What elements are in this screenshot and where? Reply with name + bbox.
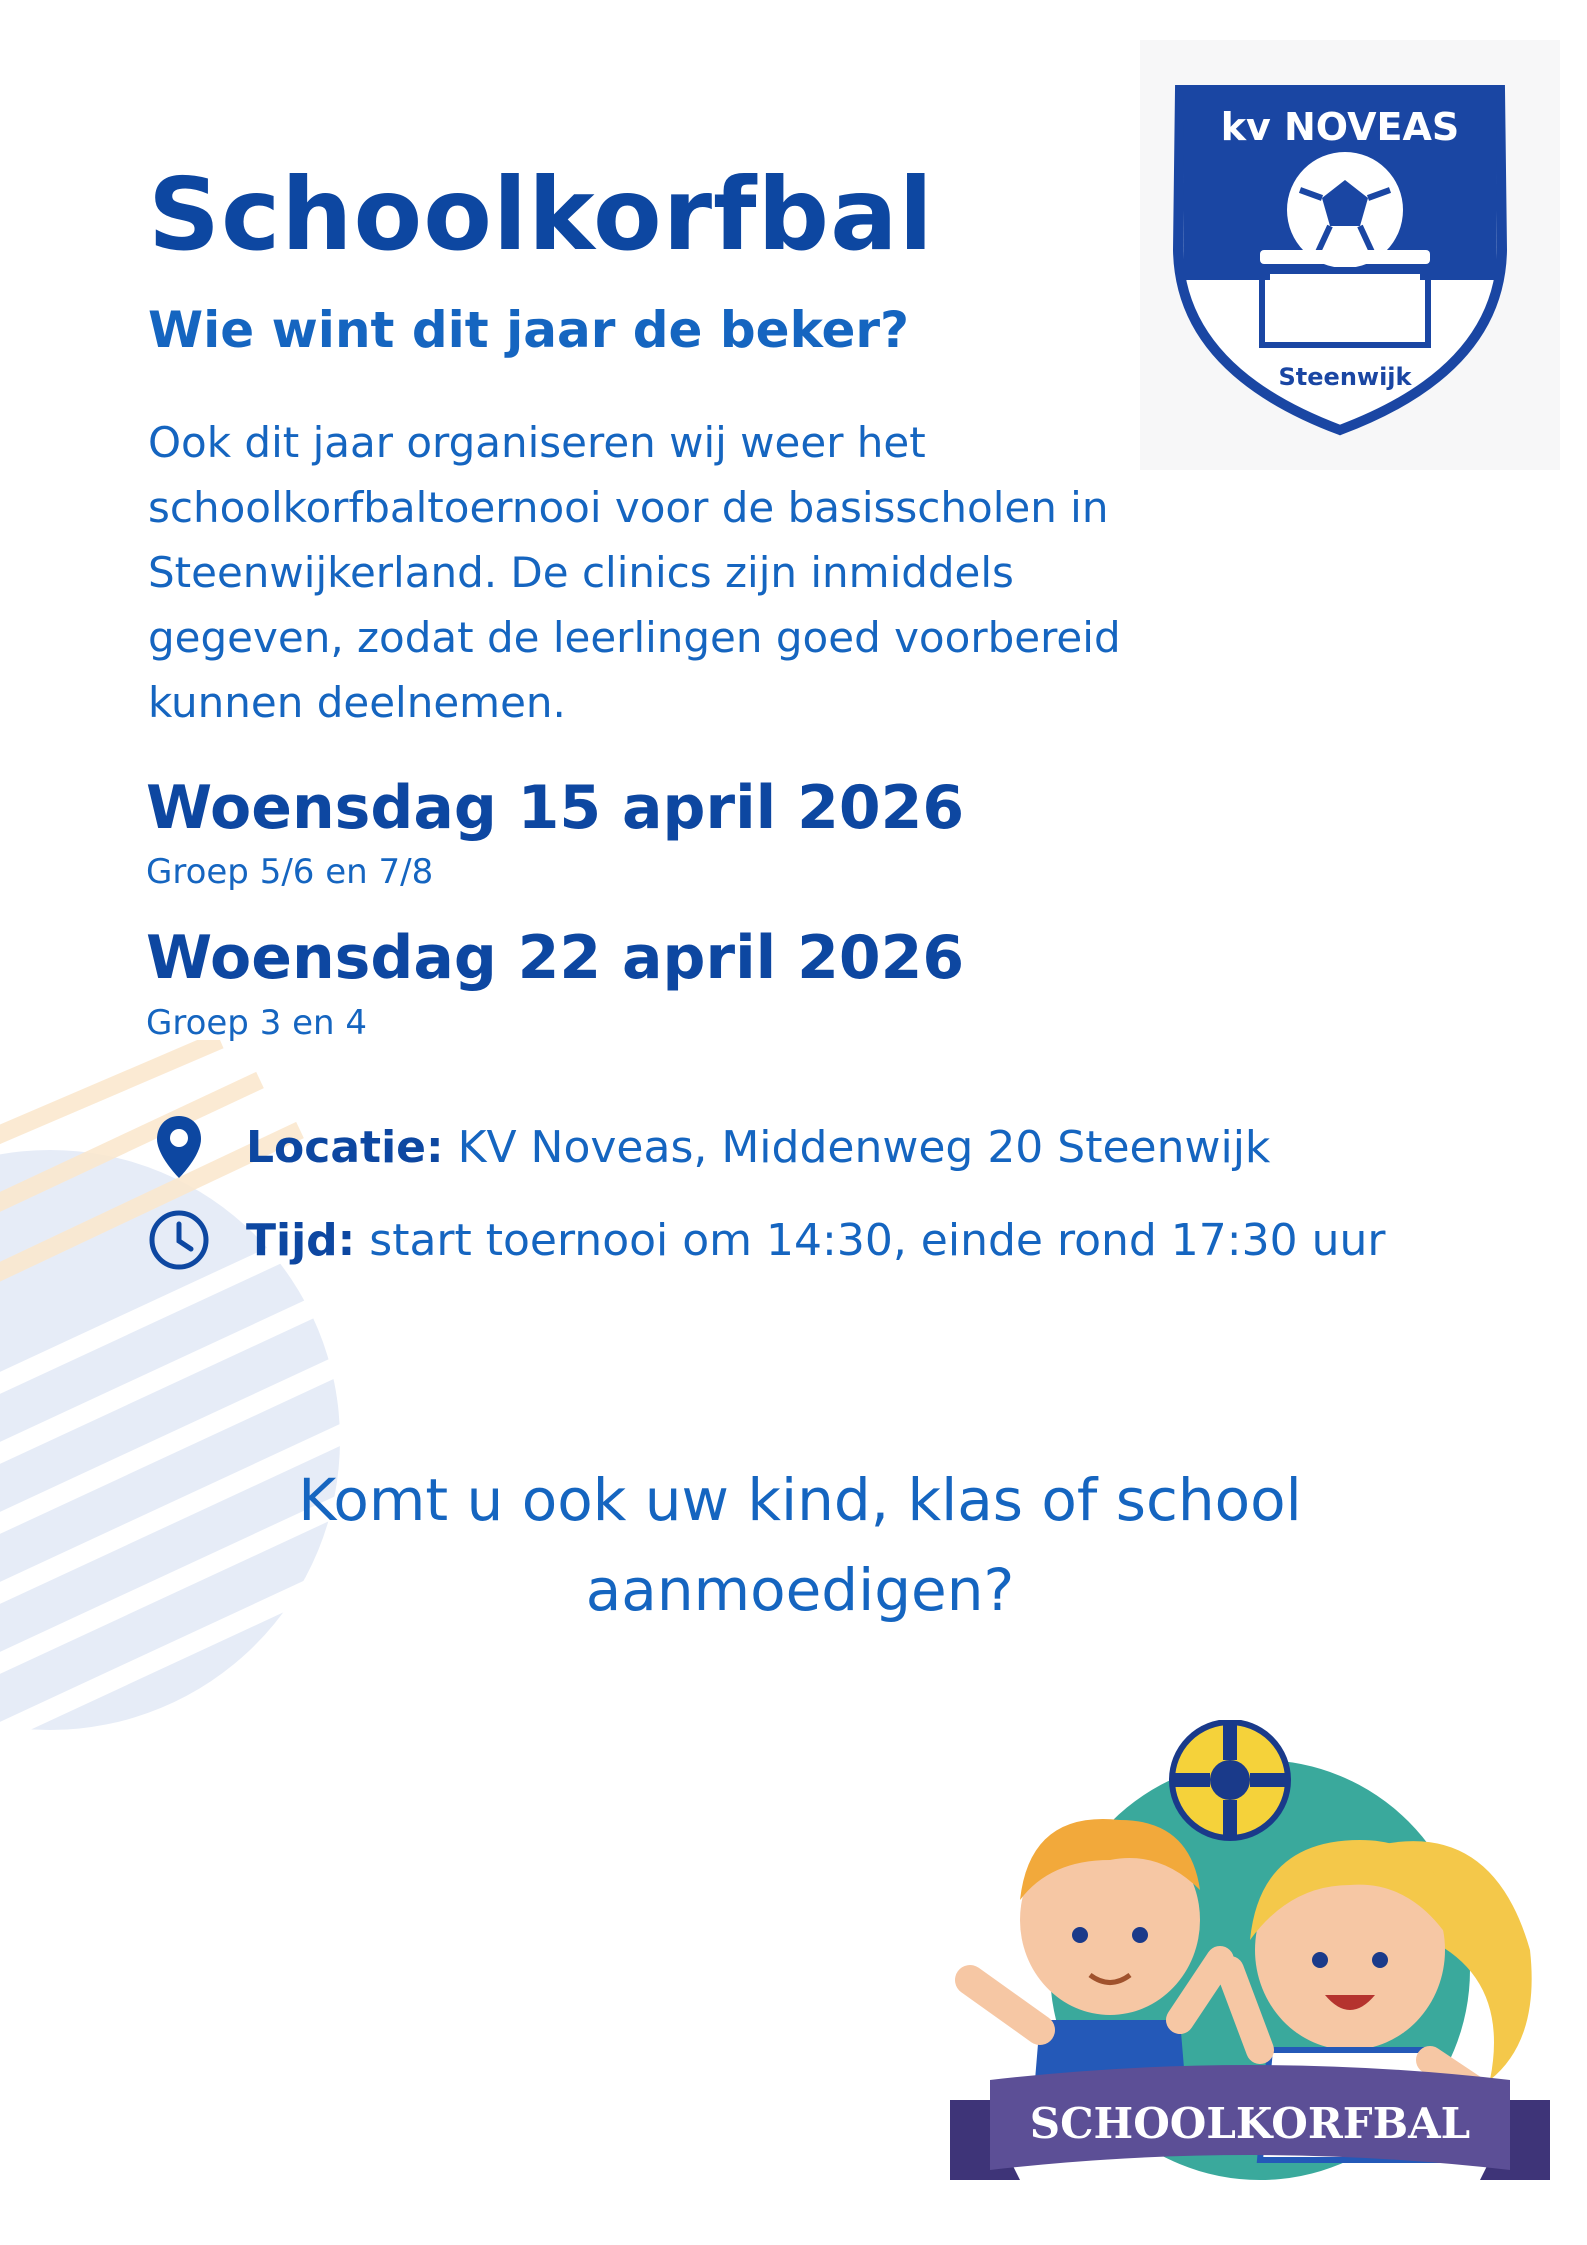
location-value: KV Noveas, Middenweg 20 Steenwijk bbox=[457, 1121, 1271, 1173]
schoolkorfbal-logo bbox=[930, 1720, 1570, 2240]
korfball-icon bbox=[1172, 1722, 1288, 1838]
time-text bbox=[246, 1215, 1385, 1266]
intro-line: kunnen deelnemen. bbox=[148, 678, 566, 727]
svg-text:Steenwijk: Steenwijk bbox=[1278, 363, 1412, 391]
time-label: Tijd: bbox=[246, 1214, 356, 1266]
clock-icon bbox=[146, 1207, 212, 1273]
event-groups-1: Groep 5/6 en 7/8 bbox=[146, 852, 434, 892]
page-title: Schoolkorfbal bbox=[148, 156, 934, 273]
event-date-1: Woensdag 15 april 2026 bbox=[146, 773, 965, 843]
svg-text:SCHOOLKORFBAL: SCHOOLKORFBAL bbox=[1029, 2099, 1471, 2148]
event-date-2: Woensdag 22 april 2026 bbox=[146, 923, 965, 993]
cta-line: aanmoedigen? bbox=[585, 1556, 1015, 1624]
intro-line: schoolkorfbaltoernooi voor de basisscholen in bbox=[148, 483, 1109, 532]
intro-paragraph bbox=[148, 410, 1268, 735]
call-to-action bbox=[200, 1455, 1400, 1635]
event-groups-2: Groep 3 en 4 bbox=[146, 1003, 368, 1043]
time-row bbox=[146, 1205, 1385, 1275]
intro-line: Steenwijkerland. De clinics zijn inmiddels bbox=[148, 548, 1014, 597]
location-text bbox=[246, 1122, 1270, 1173]
intro-line: Ook dit jaar organiseren wij weer het bbox=[148, 418, 926, 467]
subtitle: Wie wint dit jaar de beker? bbox=[148, 301, 910, 359]
svg-text:kv NOVEAS: kv NOVEAS bbox=[1220, 105, 1460, 149]
location-label: Locatie: bbox=[246, 1121, 444, 1173]
intro-line: gegeven, zodat de leerlingen goed voorbereid bbox=[148, 613, 1121, 662]
time-value: start toernooi om 14:30, einde rond 17:30 uur bbox=[369, 1214, 1386, 1266]
map-pin-icon bbox=[146, 1114, 212, 1180]
club-logo bbox=[1140, 40, 1560, 470]
location-row bbox=[146, 1112, 1270, 1182]
cta-line: Komt u ook uw kind, klas of school bbox=[298, 1466, 1302, 1534]
